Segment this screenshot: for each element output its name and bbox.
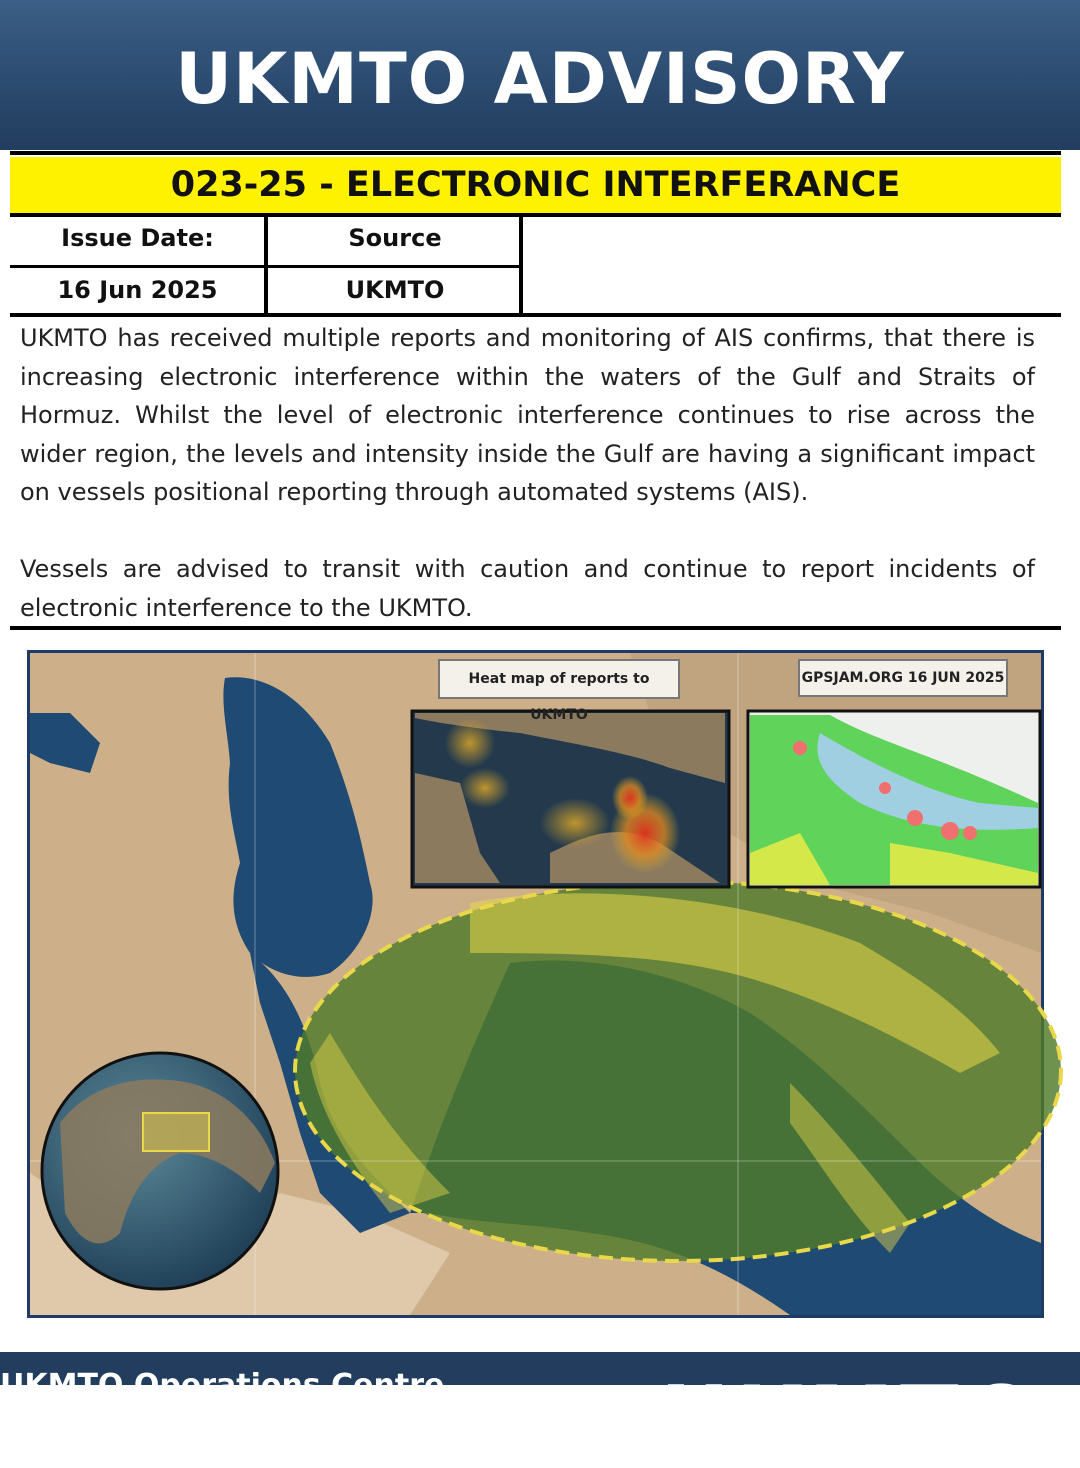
- issue-date-value: 16 Jun 2025: [57, 276, 218, 304]
- gpsjam-inset: [748, 711, 1040, 887]
- body-paragraph-2: Vessels are advised to transit with caution and continue to report incidents of electronic interference to the UKMTO.: [20, 555, 1035, 622]
- divider: [10, 213, 1061, 217]
- body-paragraph-1: UKMTO has received multiple reports and monitoring of AIS confirms, that there is increasing electronic interference within the waters of the Gulf and Straits of Hormuz. Whilst the level of electronic interference continues to rise across the wider region, the levels and intensity inside the Gulf are having a significant impact on vessels positional reporting through automated systems (AIS).: [20, 324, 1035, 506]
- globe-inset: [42, 1053, 278, 1289]
- footer-org-text: UKMTO Operations Centre: [0, 1368, 445, 1403]
- divider: [10, 313, 1061, 317]
- source-label: Source: [348, 224, 442, 252]
- ukmto-logo: UKMTO: [660, 1368, 1044, 1468]
- advisory-title-bar: [10, 157, 1061, 213]
- heatmap-inset: [412, 711, 729, 887]
- advisory-reference-title: 023-25 - ELECTRONIC INTERFERANCE: [170, 165, 901, 205]
- header-banner: [0, 0, 1080, 150]
- divider: [10, 151, 1061, 155]
- table-divider: [519, 216, 523, 314]
- map-graphic: [30, 653, 1041, 1315]
- table-divider: [264, 216, 268, 314]
- heatmap-label: Heat map of reports to UKMTO: [438, 659, 680, 699]
- gpsjam-label: GPSJAM.ORG 16 JUN 2025: [798, 659, 1008, 697]
- source-value: UKMTO: [345, 276, 445, 304]
- divider: [10, 626, 1061, 630]
- region-map: [27, 650, 1044, 1318]
- page-title: UKMTO ADVISORY: [175, 38, 905, 120]
- issue-date-label: Issue Date:: [61, 224, 214, 252]
- footer-bar: [0, 1352, 1080, 1468]
